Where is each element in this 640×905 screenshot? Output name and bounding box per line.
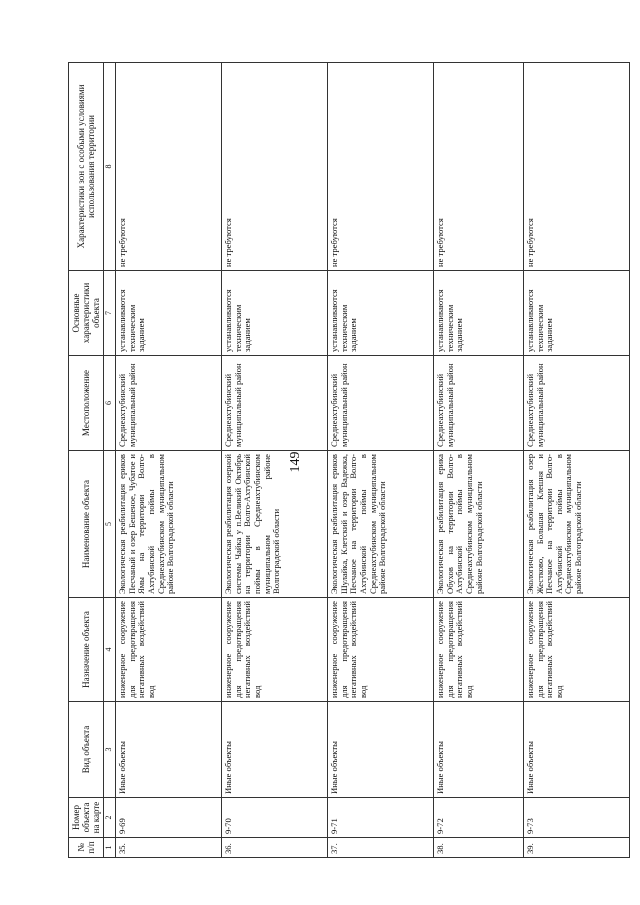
row-name: Экологическая реабилитация озер Жестково, Большая Клешня и Песчаное на территории Волго-Ахтубинской поймы в Среднеахтубинском муниципальном районе Волгоградской области bbox=[523, 451, 629, 598]
row-map-number: 9-70 bbox=[222, 798, 328, 838]
row-characteristics: устанавливаются техническим заданием bbox=[222, 271, 328, 356]
row-characteristics: устанавливаются техническим заданием bbox=[434, 271, 524, 356]
header-characteristics: Основные характеристики объекта bbox=[69, 271, 104, 356]
row-purpose: инженерное сооружение для предотвращения негативных воздействий вод bbox=[222, 598, 328, 702]
row-zones: не требуются bbox=[523, 63, 629, 271]
row-number: 36. bbox=[222, 838, 328, 858]
table-row bbox=[523, 63, 629, 858]
column-number: 8 bbox=[104, 63, 116, 271]
row-name: Экологическая реабилитация ериков Песчаный и озер Бешеное, Чубатое и Ямы на территории Волго-Ахтубинской поймы в Среднеахтубинском муниципальном районе Волгоградской области bbox=[116, 451, 222, 598]
row-name: Экологическая реабилитация ериков Шулайка, Клетский и озер Вадежка, Песчаное на территории Волго-Ахтубинской поймы в Среднеахтубинском муниципальном районе Волгоградской области bbox=[328, 451, 434, 598]
table-row bbox=[116, 63, 222, 858]
column-number: 1 bbox=[104, 838, 116, 858]
row-kind: Иные объекты bbox=[523, 702, 629, 798]
rotated-table-wrapper bbox=[68, 63, 630, 858]
row-kind: Иные объекты bbox=[222, 702, 328, 798]
row-number: 37. bbox=[328, 838, 434, 858]
table-header-row bbox=[69, 63, 104, 858]
row-map-number: 9-73 bbox=[523, 798, 629, 838]
column-number: 5 bbox=[104, 451, 116, 598]
row-characteristics: устанавливаются техническим заданием bbox=[116, 271, 222, 356]
row-zones: не требуются bbox=[116, 63, 222, 271]
row-number: 38. bbox=[434, 838, 524, 858]
row-name: Экологическая реабилитация ерика Обухов на территории Волго-Ахтубинской поймы в Среднеахтубинском муниципальном районе Волгоградской области bbox=[434, 451, 524, 598]
header-name: Наименование объекта bbox=[69, 451, 104, 598]
row-number: 35. bbox=[116, 838, 222, 858]
row-characteristics: устанавливаются техническим заданием bbox=[328, 271, 434, 356]
page-number: 149 bbox=[288, 451, 303, 473]
header-zones: Характеристики зон с особыми условиями использования территории bbox=[69, 63, 104, 271]
header-map-number: Номер объекта на карте bbox=[69, 798, 104, 838]
table-row bbox=[328, 63, 434, 858]
row-kind: Иные объекты bbox=[434, 702, 524, 798]
column-numbers-row bbox=[104, 63, 116, 858]
row-purpose: инженерное сооружение для предотвращения негативных воздействий вод bbox=[328, 598, 434, 702]
row-kind: Иные объекты bbox=[328, 702, 434, 798]
row-location: Среднеахтубинский муниципальный район bbox=[523, 356, 629, 451]
row-purpose: инженерное сооружение для предотвращения негативных воздействий вод bbox=[434, 598, 524, 702]
objects-table bbox=[68, 62, 630, 858]
header-location: Местоположение bbox=[69, 356, 104, 451]
row-location: Среднеахтубинский муниципальный район bbox=[222, 356, 328, 451]
row-purpose: инженерное сооружение для предотвращения негативных воздействий вод bbox=[523, 598, 629, 702]
row-location: Среднеахтубинский муниципальный район bbox=[328, 356, 434, 451]
header-purpose: Назначение объекта bbox=[69, 598, 104, 702]
column-number: 2 bbox=[104, 798, 116, 838]
table-row bbox=[434, 63, 524, 858]
row-name: Экологическая реабилитация озерной системы Чайка у п.Великий Октябрь на территории Волго-Ахтубинской поймы в Среднеахтубинском муниципальном районе Волгоградской области bbox=[222, 451, 328, 598]
row-location: Среднеахтубинский муниципальный район bbox=[116, 356, 222, 451]
row-zones: не требуются bbox=[328, 63, 434, 271]
row-map-number: 9-71 bbox=[328, 798, 434, 838]
row-purpose: инженерное сооружение для предотвращения негативных воздействий вод bbox=[116, 598, 222, 702]
row-number: 39. bbox=[523, 838, 629, 858]
table-row bbox=[222, 63, 328, 858]
row-location: Среднеахтубинский муниципальный район bbox=[434, 356, 524, 451]
column-number: 4 bbox=[104, 598, 116, 702]
column-number: 7 bbox=[104, 271, 116, 356]
row-zones: не требуются bbox=[434, 63, 524, 271]
row-characteristics: устанавливаются техническим заданием bbox=[523, 271, 629, 356]
column-number: 3 bbox=[104, 702, 116, 798]
row-map-number: 9-72 bbox=[434, 798, 524, 838]
row-kind: Иные объекты bbox=[116, 702, 222, 798]
header-number: № п/п bbox=[69, 838, 104, 858]
column-number: 6 bbox=[104, 356, 116, 451]
row-map-number: 9-69 bbox=[116, 798, 222, 838]
header-kind: Вид объекта bbox=[69, 702, 104, 798]
row-zones: не требуются bbox=[222, 63, 328, 271]
